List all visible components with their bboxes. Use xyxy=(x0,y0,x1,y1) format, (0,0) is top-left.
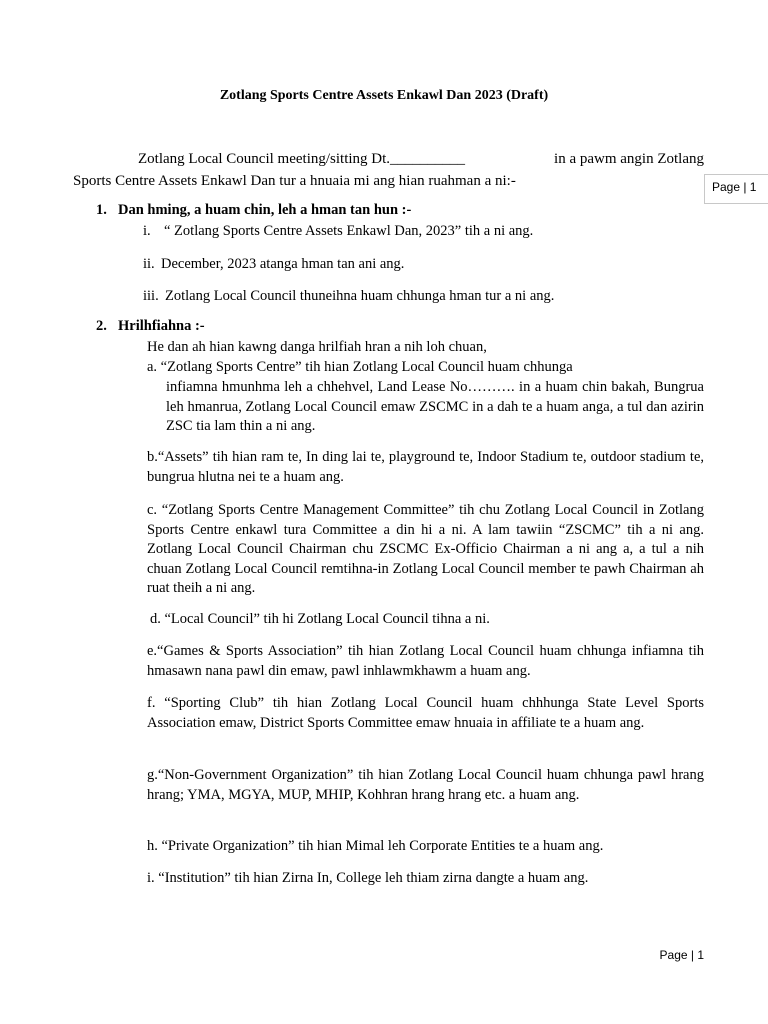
section-2-lead: He dan ah hian kawng danga hrilfiah hran a nih loh chuan, xyxy=(147,339,487,355)
definition-g: g.“Non-Government Organization” tih hian Zotlang Local Council huam chhunga pawl hrang hrang; YMA, MGYA, MUP, MHIP, Kohhran hrang hrang etc. a huam ang. xyxy=(147,767,704,803)
section-1-item-ii-text: December, 2023 atanga hman tan ani ang. xyxy=(161,256,405,272)
section-2-number: 2. xyxy=(96,318,107,334)
section-1-item-iii-marker: iii. xyxy=(143,288,159,304)
section-1-item-ii-marker: ii. xyxy=(143,256,155,272)
definition-b: b.“Assets” tih hian ram te, In ding lai te, playground te, Indoor Stadium te, outdoor stadium te, bungrua hlutna nei te a huam ang. xyxy=(147,449,704,485)
intro-line-1-right: in a pawm angin Zotlang xyxy=(554,151,704,167)
definition-a-continuation: infiamna hmunhma leh a chhehvel, Land Lease No………. in a huam chin bakah, Bungrua leh hmanrua, Zotlang Local Council emaw ZSCMC in a dah te a huam anga, a tul dan azirin ZSC tia lam thin a ni ang. xyxy=(166,379,704,434)
section-1-item-i-text: “ Zotlang Sports Centre Assets Enkawl Dan, 2023” tih a ni ang. xyxy=(164,223,534,239)
definition-h: h. “Private Organization” tih hian Mimal leh Corporate Entities te a huam ang. xyxy=(147,838,604,854)
document-title: Zotlang Sports Centre Assets Enkawl Dan 2023 (Draft) xyxy=(219,88,549,103)
definition-c: c. “Zotlang Sports Centre Management Committee” tih chu Zotlang Local Council in Zotlang Sports Centre enkawl tura Committee a din hi a ni. A lam tawiin “ZSCMC” tih a ni ang. Zotlang Local Council Chairman chu ZSCMC Ex-Officio Chairman a ni ang a, a tul a nih chuan Zotlang Local Council remtihna-in Zotlang Local Council member te pawh Chairman ah ruat theih a ni ang. xyxy=(147,502,704,596)
section-1-heading: Dan hming, a huam chin, leh a hman tan hun :- xyxy=(118,202,412,218)
definition-i: i. “Institution” tih hian Zirna In, College leh thiam zirna dangte a huam ang. xyxy=(147,870,589,886)
intro-line-1-left: Zotlang Local Council meeting/sitting Dt.__________ xyxy=(138,151,466,167)
section-1-item-iii-text: Zotlang Local Council thuneihna huam chhunga hman tur a ni ang. xyxy=(165,288,555,304)
footer-page-number: Page | 1 xyxy=(659,948,704,962)
definition-a-first-line: a. “Zotlang Sports Centre” tih hian Zotlang Local Council huam chhunga xyxy=(147,359,573,375)
section-2-heading: Hrilhfiahna :- xyxy=(118,318,205,334)
margin-page-number: Page | 1 xyxy=(704,174,768,204)
section-1-item-i-marker: i. xyxy=(143,223,151,239)
definition-e: e.“Games & Sports Association” tih hian Zotlang Local Council huam chhunga infiamna tih hmasawn nana pawl din emaw, pawl inhlawmkhawm a huam ang. xyxy=(147,643,704,679)
section-1-number: 1. xyxy=(96,202,107,218)
definition-f: f. “Sporting Club” tih hian Zotlang Local Council huam chhhunga State Level Sports Association emaw, District Sports Committee emaw hnuaia in affiliate te a huam ang. xyxy=(147,695,704,731)
intro-line-2: Sports Centre Assets Enkawl Dan tur a hnuaia mi ang hian ruahman a ni:- xyxy=(73,173,516,189)
definition-d: d. “Local Council” tih hi Zotlang Local Council tihna a ni. xyxy=(150,611,490,627)
